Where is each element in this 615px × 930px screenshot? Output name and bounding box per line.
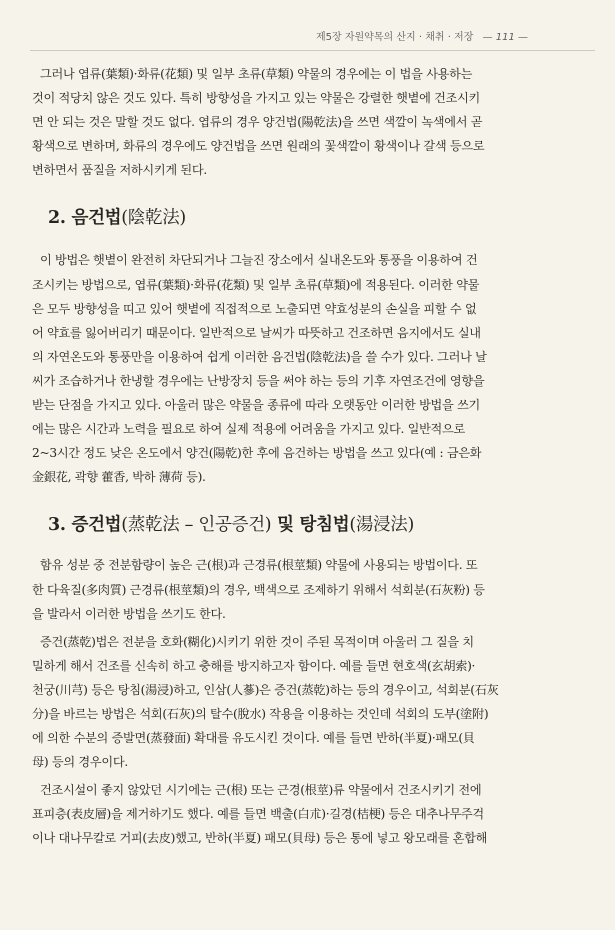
text-line: 의 자연온도와 통풍만을 이용하여 쉽게 이러한 음건법(陰乾法)을 쓸 수가 있다. 그러나 날: [32, 349, 487, 364]
text-line: 천궁(川芎) 등은 탕침(湯浸)하고, 인삼(人蔘)은 증건(蒸乾)하는 등의 경우이고, 석회분(石灰: [32, 682, 499, 697]
section-2-hanja: (陰乾法): [121, 208, 186, 229]
text-line: 母) 등의 경우이다.: [32, 755, 128, 770]
text-line: 이 방법은 햇볕이 완전히 차단되거나 그늘진 장소에서 실내온도와 통풍을 이용하여 건: [40, 253, 478, 268]
intro-paragraph: [32, 62, 580, 182]
text-line: 함유 성분 중 전분함량이 높은 근(根)과 근경류(根莖類) 약물에 사용되는 방법이다. 또: [40, 558, 478, 573]
text-line: 표피층(表皮層)을 제거하기도 했다. 예를 들면 백출(白朮)·길경(桔梗) 등은 대추나무주걱: [32, 807, 484, 822]
text-line: 한 다육질(多肉質) 근경류(根莖類)의 경우, 백색으로 조제하기 위해서 석회분(石灰粉) 등: [32, 582, 485, 597]
body-text: [32, 62, 580, 922]
text-line: 황색으로 변하며, 화류의 경우에도 양건법을 쓰면 원래의 꽃색깔이 황색이나 갈색 등으로: [32, 139, 485, 154]
section-3-paragraph-2: [32, 630, 580, 775]
text-line: 면 안 되는 것은 말할 것도 없다. 엽류의 경우 양건법(陽乾法)을 쓰면 색깔이 녹색에서 곧: [32, 115, 483, 130]
text-line: 分)을 바르는 방법은 석회(石灰)의 탈수(脫水) 작용을 이용하는 것인데 석회의 도부(塗附): [32, 706, 489, 721]
text-line: 金銀花, 곽향 藿香, 박하 薄荷 등).: [32, 470, 206, 485]
section-3-join: 및: [271, 515, 300, 536]
text-line: 밀하게 해서 건조를 신속히 하고 충해를 방지하고자 함이다. 예를 들면 현호색(玄胡索)·: [32, 658, 476, 673]
text-line: 받는 단점을 가지고 있다. 아울러 많은 약물을 종류에 따라 오랫동안 이러한 방법을 쓰기: [32, 398, 481, 413]
section-3-paragraph-3: [32, 778, 580, 850]
page-number: — 111 —: [482, 32, 529, 43]
text-line: 증건(蒸乾)법은 전분을 호화(糊化)시키기 위한 것이 주된 목적이며 아울러 그 질을 치: [40, 634, 474, 649]
text-line: 에 의한 수분의 증발면(蒸發面) 확대를 유도시킨 것이다. 예를 들면 반하(半夏)·패모(貝: [32, 731, 475, 746]
section-3-title-2: 탕침법: [299, 515, 350, 536]
text-line: 조시키는 방법으로, 엽류(葉類)·화류(花類) 및 일부 초류(草類)에 적용된다. 이러한 약물: [32, 277, 480, 292]
running-header: [316, 30, 546, 46]
section-2-paragraph: [32, 248, 580, 489]
text-line: 그러나 엽류(葉類)·화류(花類) 및 일부 초류(草類) 약물의 경우에는 이 법을 사용하는: [40, 67, 473, 81]
section-3-hanja: (蒸乾法 – 인공증건): [121, 515, 272, 536]
text-line: 건조시설이 좋지 않았던 시기에는 근(根) 또는 근경(根莖)류 약물에서 건조시키기 전에: [40, 783, 482, 798]
section-3-title: 3. 증건법: [48, 515, 122, 536]
header-divider: [30, 50, 595, 51]
text-line: 것이 적당치 않은 것도 있다. 특히 방향성을 가지고 있는 약물은 강렬한 햇볕에 건조시키: [32, 91, 481, 106]
text-line: 에는 많은 시간과 노력을 필요로 하여 실제 적용에 어려움을 가지고 있다. 일반적으로: [32, 422, 465, 437]
text-line: 2~3시간 정도 낮은 온도에서 양건(陽乾)한 후에 음건하는 방법을 쓰고 있다(예 : 금은화: [32, 446, 482, 461]
section-3-paragraph-1: [32, 553, 580, 625]
chapter-title: 제5장 자원약목의 산지 · 채취 · 저장: [316, 32, 474, 43]
text-line: 을 발라서 이러한 방법을 쓰기도 한다.: [32, 606, 226, 621]
section-heading-3: [48, 511, 580, 539]
text-line: 씨가 조습하거나 한냉할 경우에는 난방장치 등을 써야 하는 등의 기후 자연조건에 영향을: [32, 373, 485, 388]
text-line: 변하면서 품질을 저하시키게 된다.: [32, 163, 207, 178]
text-line: 어 약효를 잃어버리기 때문이다. 일반적으로 날씨가 따뜻하고 건조하면 음지에서도 실내: [32, 325, 481, 340]
section-3-hanja-2: (湯浸法): [349, 515, 415, 536]
text-line: 이나 대나무칼로 거피(去皮)했고, 반하(半夏) 패모(貝母) 등은 통에 넣고 왕모래를 혼합해: [32, 831, 488, 846]
text-line: 은 모두 방향성을 띠고 있어 햇볕에 직접적으로 노출되면 약효성분의 손실을 피할 수 없: [32, 301, 477, 316]
section-heading-2: [48, 204, 580, 232]
section-2-title: 2. 음건법: [48, 208, 122, 229]
